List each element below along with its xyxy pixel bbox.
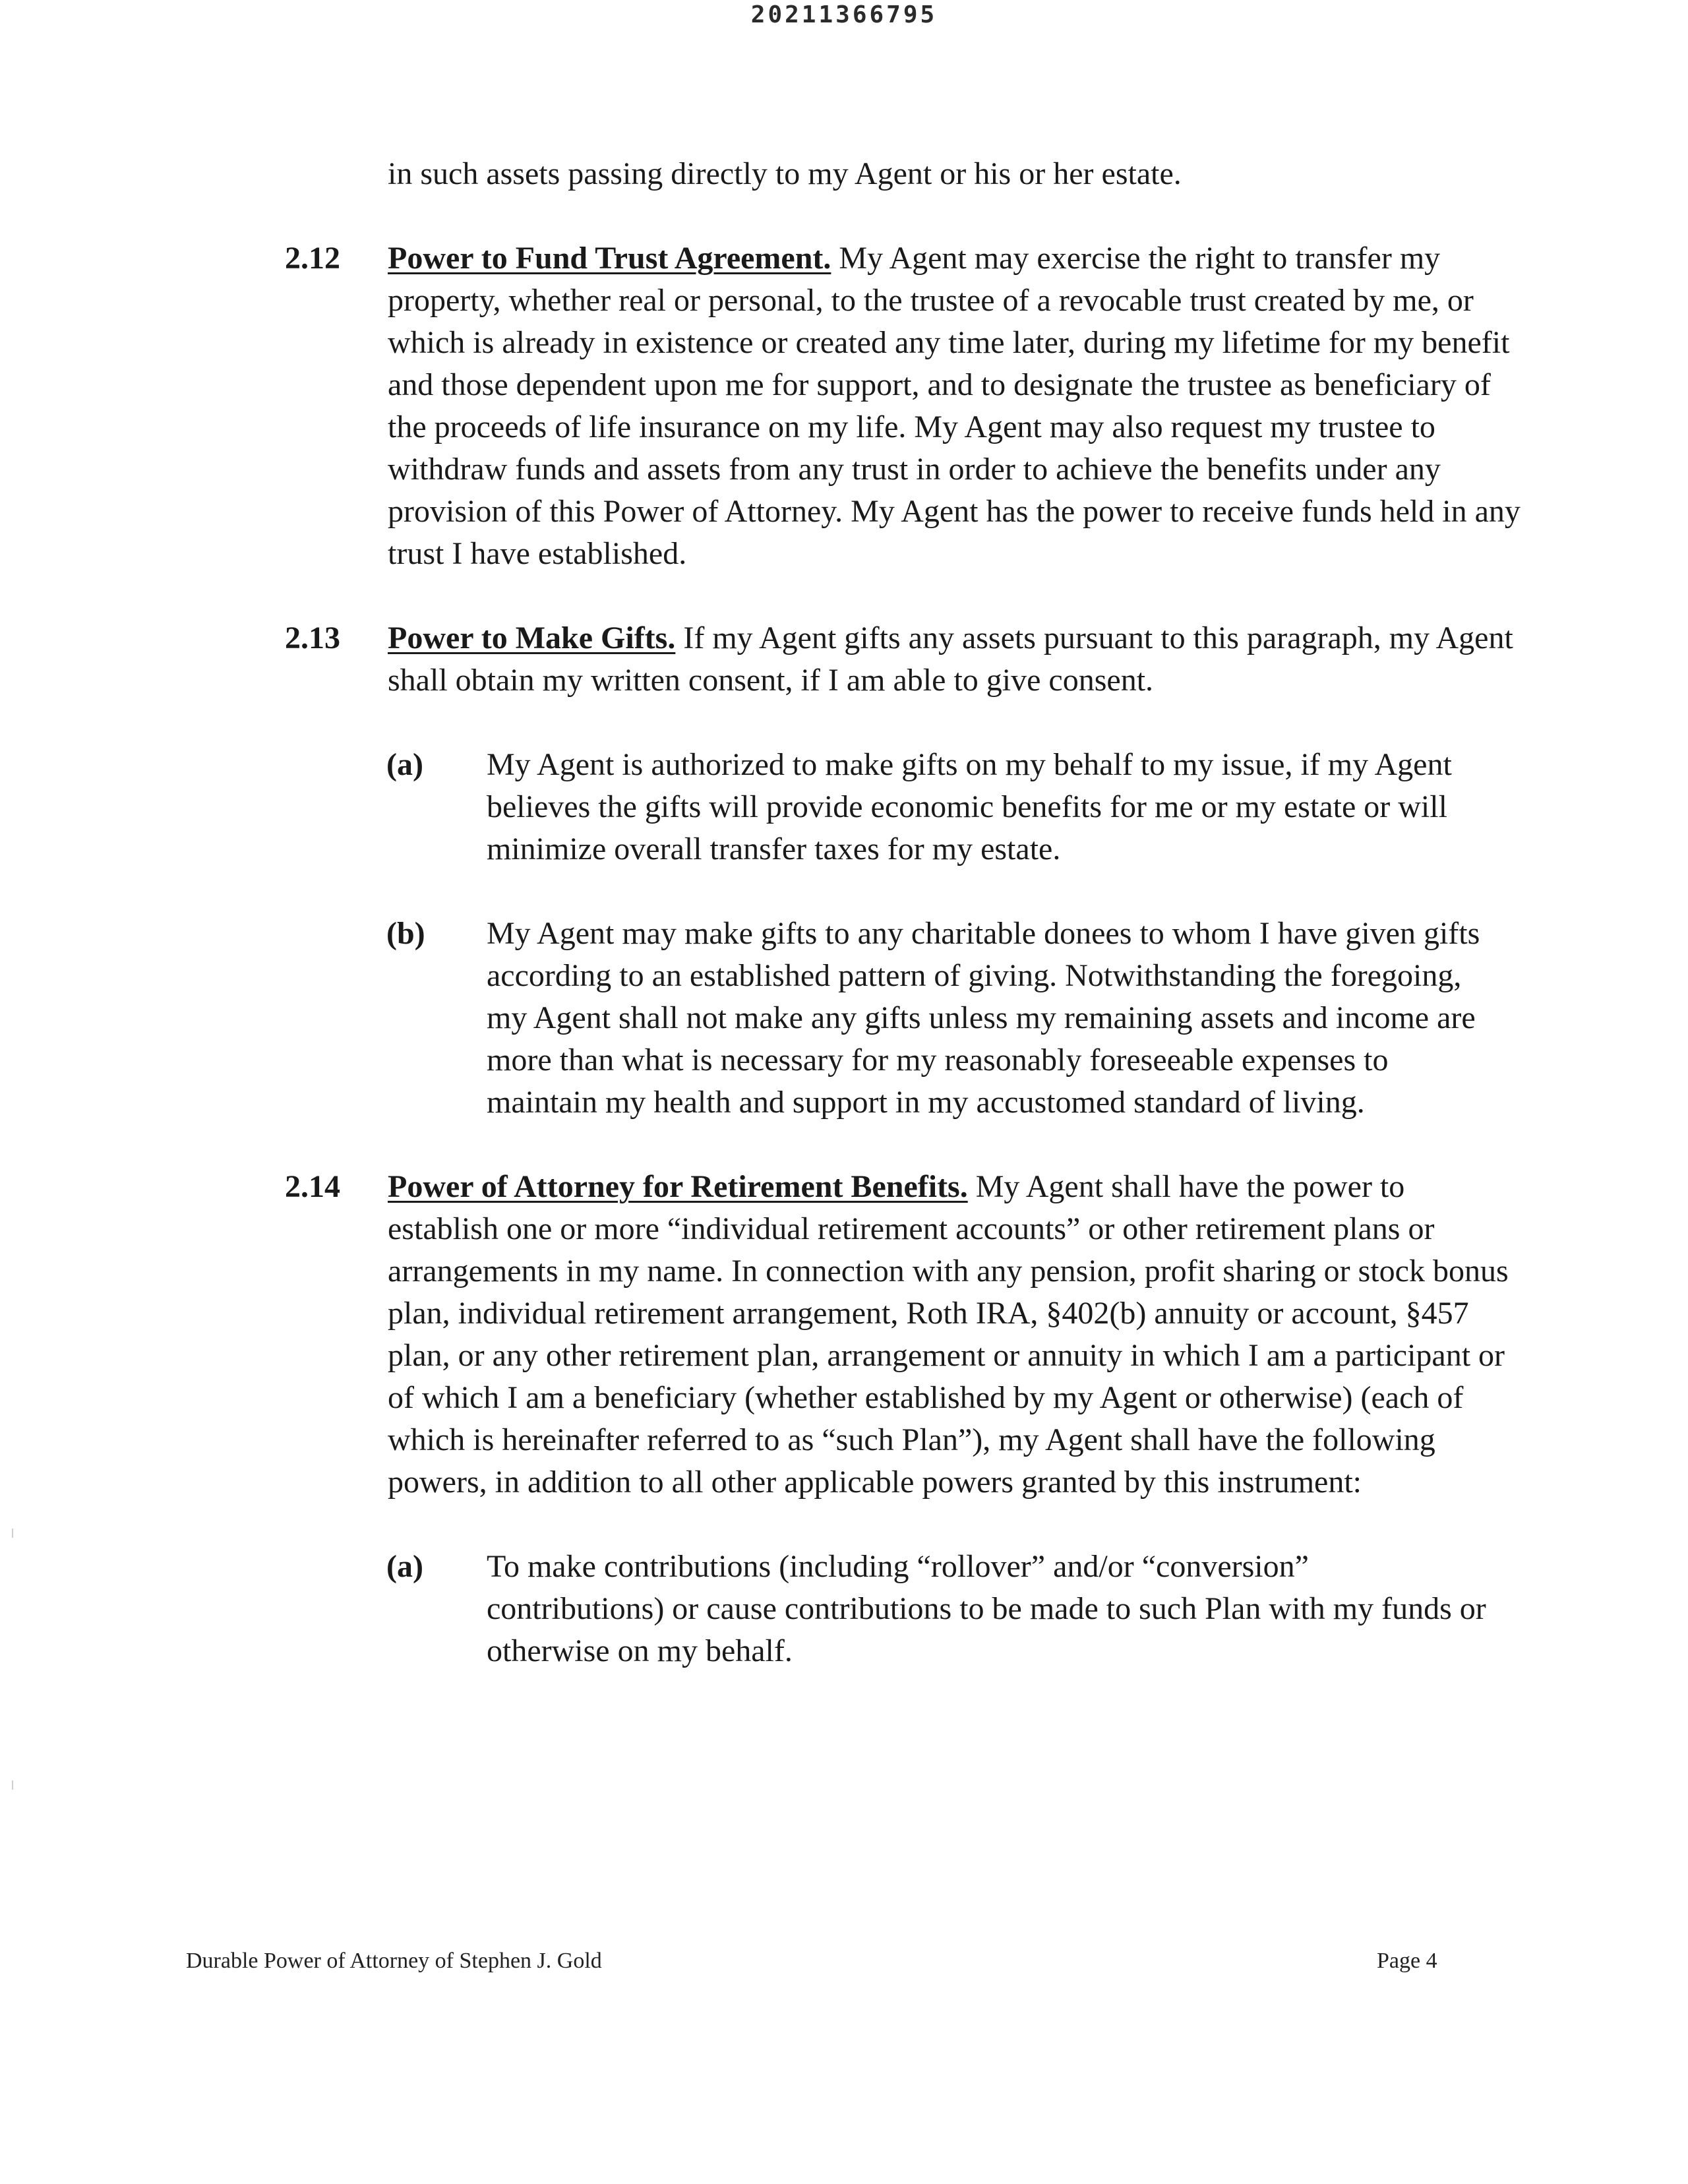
subparagraph-label: (a) [386,1549,423,1584]
continuation-paragraph: in such assets passing directly to my Agent or his or her estate. [388,156,1182,191]
section-2-14 [285,1166,1522,1503]
section-text: My Agent shall have the power to establish one or more “individual retirement accounts” or other retirement plans or arrangements in my name. In connection with any pension, profit sharing or stock bonus plan, individual retirement arrangement, Roth IRA, §402(b) annuity or account, §457 plan, or any other retirement plan, arrangement or annuity in which I am a participant or of which I am a beneficiary (whether established by my Agent or otherwise) (each of which is hereinafter referred to as “such Plan”), my Agent shall have the following powers, in addition to all other applicable powers granted by this instrument: [388,1169,1509,1500]
section-number: 2.12 [285,241,340,276]
footer-document-title: Durable Power of Attorney of Stephen J. Gold [186,1949,602,1973]
section-text: If my Agent gifts any assets pursuant to this paragraph, my Agent shall obtain my written consent, if I am able to give consent. [388,621,1513,698]
subparagraph-label: (b) [386,916,425,951]
section-2-13 [285,617,1522,702]
subparagraph-label: (a) [386,747,423,782]
subparagraph-text: My Agent is authorized to make gifts on my behalf to my issue, if my Agent believes the gifts will provide economic benefits for me or my estate or will minimize overall transfer taxes for my estate. [487,747,1452,866]
section-2-12 [285,237,1522,575]
subparagraph-text: To make contributions (including “rollover” and/or “conversion” contributions) or cause contributions to be made to such Plan with my funds or otherwise on my behalf. [487,1549,1486,1668]
section-title: Power to Make Gifts. [388,621,676,655]
subparagraph-2-14-a [386,1546,1489,1672]
document-number: 20211366795 [750,1,938,28]
scan-artifact [12,1780,13,1790]
subparagraph-2-13-a [386,744,1489,870]
subparagraph-text: My Agent may make gifts to any charitable donees to whom I have given gifts according to an established pattern of giving. Notwithstanding the foregoing, my Agent shall not make any gifts unless my remaining assets and income are more than what is necessary for my reasonably foreseeable expenses to maintain my health and support in my accustomed standard of living. [487,916,1480,1120]
section-number: 2.13 [285,621,340,655]
footer-page-number: Page 4 [1377,1949,1437,1973]
subparagraph-2-13-b [386,913,1489,1124]
section-number: 2.14 [285,1169,340,1204]
section-title: Power of Attorney for Retirement Benefits. [388,1169,968,1204]
section-text: My Agent may exercise the right to transfer my property, whether real or personal, to the trustee of a revocable trust created by me, or which is already in existence or created any time later, during my lifetime for my benefit and those dependent upon me for support, and to designate the trustee as beneficiary of the proceeds of life insurance on my life. My Agent may also request my trustee to withdraw funds and assets from any trust in order to achieve the benefits under any provision of this Power of Attorney. My Agent has the power to receive funds held in any trust I have established. [388,241,1521,571]
section-title: Power to Fund Trust Agreement. [388,241,831,276]
document-body [0,153,1688,1714]
